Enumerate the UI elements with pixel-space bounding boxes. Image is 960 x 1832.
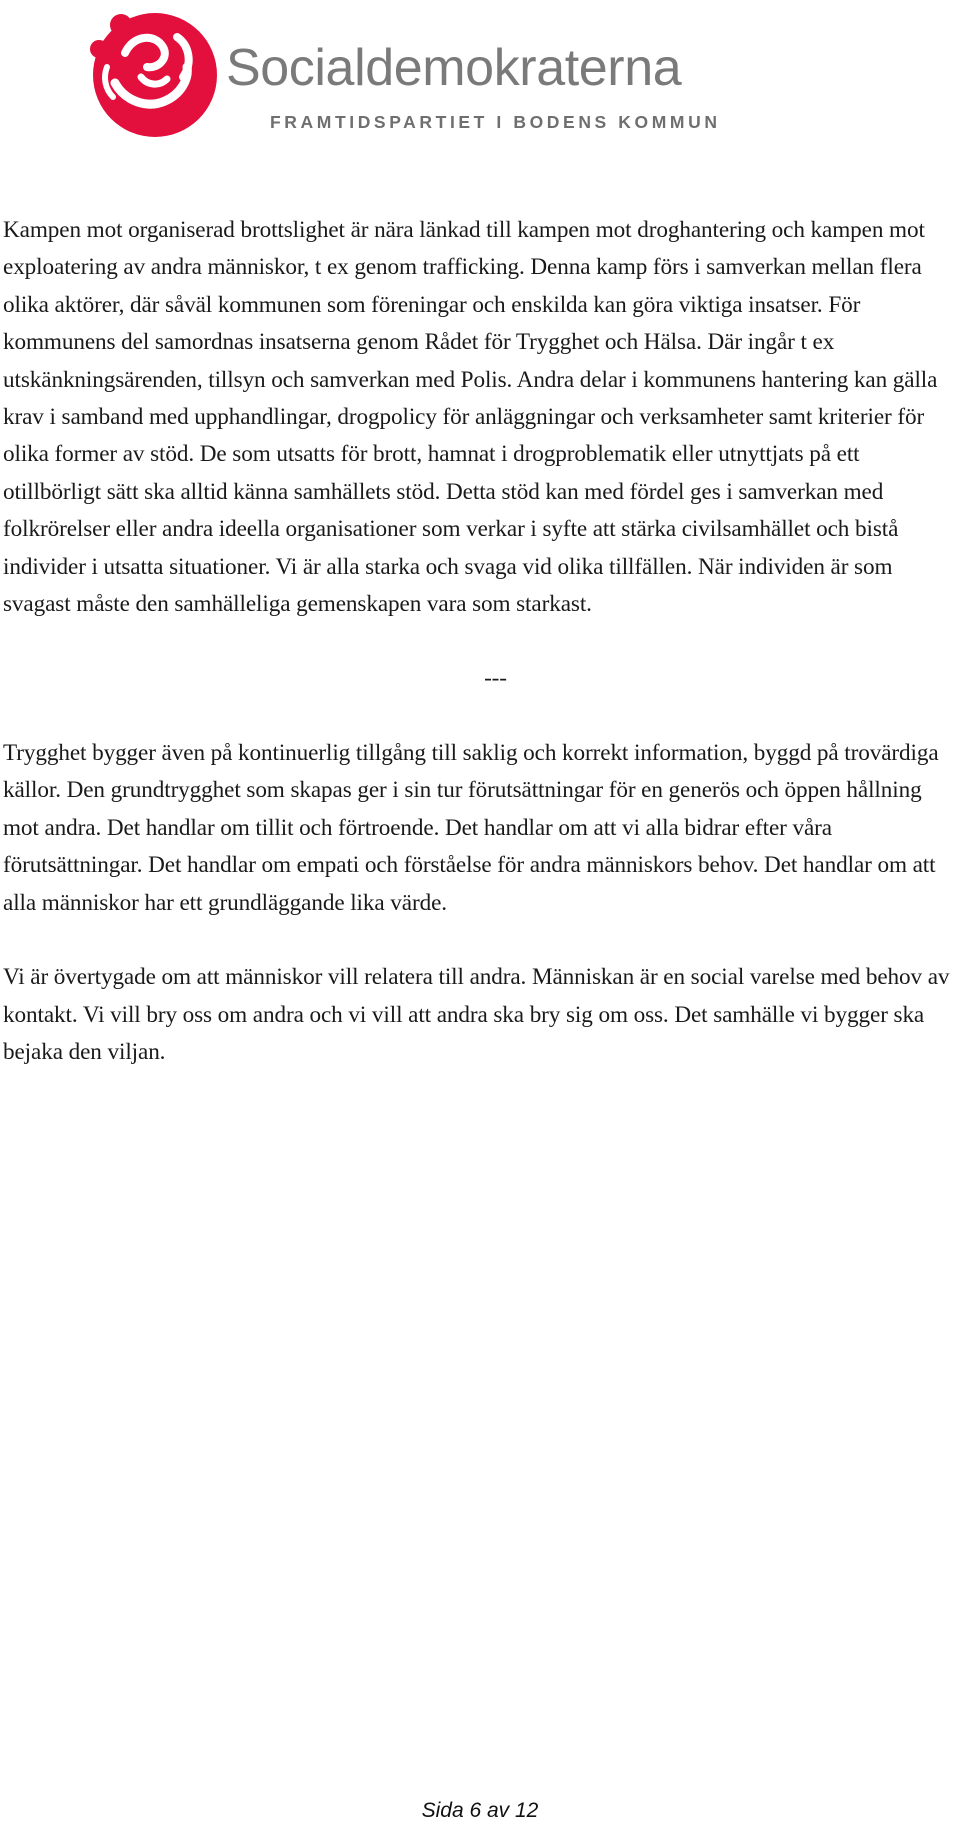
page-number: Sida 6 av 12 xyxy=(421,1799,539,1822)
logo-tagline: FRAMTIDSPARTIET I BODENS KOMMUN xyxy=(270,112,721,132)
document-body xyxy=(3,212,958,1072)
rose-icon xyxy=(85,5,220,142)
body-paragraph: Vi är övertygade om att människor vill relatera till andra. Människan är en social varelse med behov av kontakt. Vi vill bry oss om andra och vi vill att andra ska bry sig om oss. Det samhälle vi bygger ska bejaka den viljan. xyxy=(3,964,950,1066)
logo-wordmark: Socialdemokraterna xyxy=(226,39,682,97)
section-separator: --- xyxy=(484,665,507,692)
document-header xyxy=(0,0,960,150)
body-paragraph: Trygghet bygger även på kontinuerlig tillgång till saklig och korrekt information, byggd på trovärdiga källor. Den grundtrygghet som skapas ger i sin tur förutsättningar för en generös och öppen hållning mot andra. Det handlar om tillit och förtroende. Det handlar om att vi alla bidrar efter våra förutsättningar. Det handlar om empati och förståelse för andra människors behov. Det handlar om att alla människor har ett grundläggande lika värde. xyxy=(3,739,939,916)
body-paragraph: Kampen mot organiserad brottslighet är nära länkad till kampen mot droghantering och kampen mot exploatering av andra människor, t ex genom trafficking. Denna kamp förs i samverkan mellan flera olika aktörer, där såväl kommunen som föreningar och enskilda kan göra viktiga insatser. För kommunens del samordnas insatserna genom Rådet för Trygghet och Hälsa. Där ingår t ex utskänkningsärenden, tillsyn och samverkan med Polis. Andra delar i kommunens hantering kan gälla krav i samband med upphandlingar, drogpolicy för anläggningar och verksamheter samt kriterier för olika former av stöd. De som utsatts för brott, hamnat i drogproblematik eller utnyttjats på ett otillbörligt sätt ska alltid känna samhällets stöd. Detta stöd kan med fördel ges i samverkan med folkrörelser eller andra ideella organisationer som verkar i syfte att stärka civilsamhället och bistå individer i utsatta situationer. Vi är alla starka och svaga vid olika tillfällen. När individen är som svagast måste den samhälleliga gemenskapen vara som starkast. xyxy=(3,217,938,618)
paragraph-spacer xyxy=(3,922,958,959)
